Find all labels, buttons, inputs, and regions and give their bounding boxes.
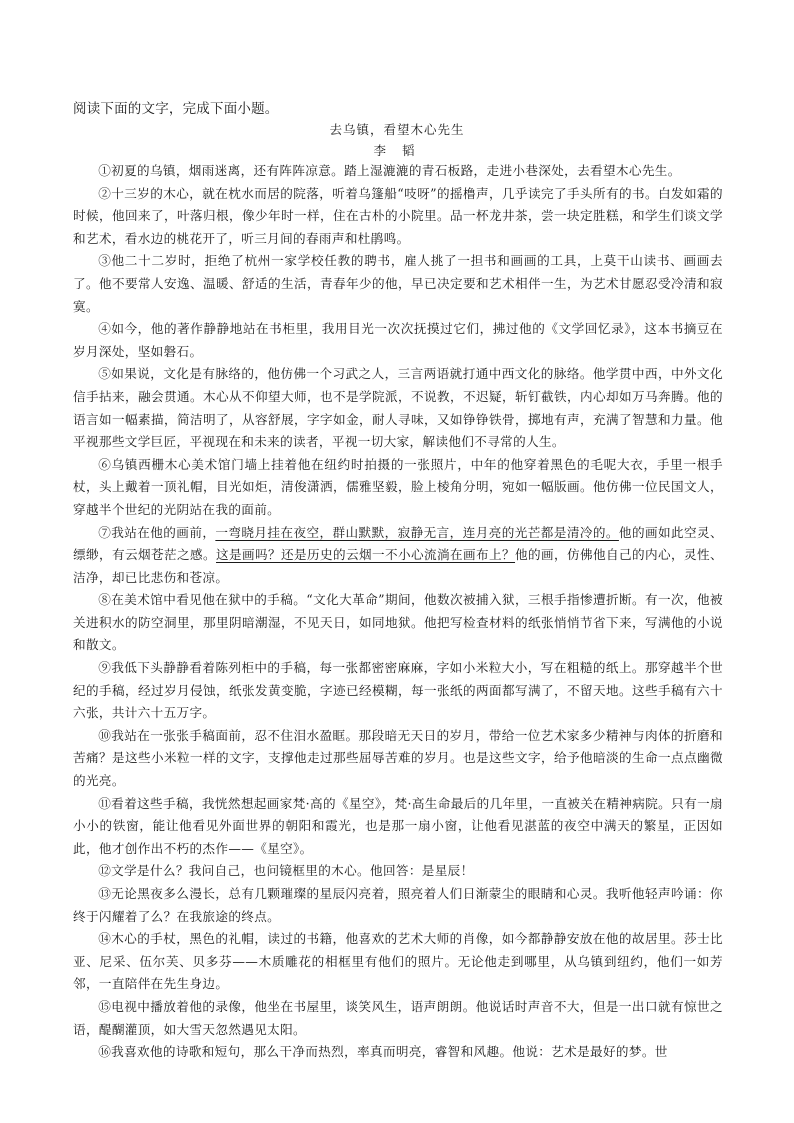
paragraph-15: ⑮电视中播放着他的录像，他坐在书屋里，谈笑风生，语声朗朗。他说话时声音不大，但是一出口就有惊世之语，醍醐灌顶，如大雪天忽然遇见太阳。 [73,998,723,1037]
paragraph-8: ⑧在美术馆中看见他在狱中的手稿。“文化大革命”期间，他数次被捕入狱，三根手指惨遭折断。有一次，他被关进积水的防空洞里，那里阴暗潮湿，不见天日，如同地狱。他把写检查材料的纸张悄悄节省下来，写满他的小说和散文。 [73,592,723,653]
paragraph-2: ②十三岁的木心，就在枕水而居的院落，听着乌篷船“吱呀”的摇橹声，几乎读完了手头所有的书。白发如霜的时候，他回来了，叶落归根，像少年时一样，住在古朴的小院里。品一杯龙井茶，尝一块定胜糕，和学生们谈文学和艺术，看水边的桃花开了，听三月间的春雨声和杜鹃鸣。 [73,185,723,246]
paragraph-7-end: 他的画，仿佛他自己的内心，灵性、洁净，却已比悲伤和苍凉。 [73,547,723,585]
paragraph-5: ⑤如果说，文化是有脉络的，他仿佛一个习武之人，三言两语就打通中西文化的脉络。他学贯中西，中外文化信手拈来，融会贯通。木心从不仰望大师，也不是学院派，不说教，不迟疑，斩钉截铁，内心却如万马奔腾。他的语言如一幅素描，简洁明了，从容舒展，字字如金，耐人寻味，又如铮铮铁骨，掷地有声，充满了智慧和力量。他平视那些文学巨匠，平视现在和未来的读者，平视一切大家，解读他们不寻常的人生。 [73,366,723,450]
paragraph-16: ⑯我喜欢他的诗歌和短句，那么干净而热烈，率真而明亮，睿智和风趣。他说：艺术是最好的梦。世 [98,1044,668,1060]
paragraph-6: ⑥乌镇西栅木心美术馆门墙上挂着他在纽约时拍摄的一张照片，中年的他穿着黑色的毛呢大衣，手里一根手杖，头上戴着一顶礼帽，目光如炬，清俊潇洒，儒雅坚毅，脸上棱角分明，宛如一幅版画。他仿佛一位民国文人，穿越半个世纪的光阴站在我的面前。 [73,456,723,517]
paragraph-14: ⑭木心的手杖，黑色的礼帽，读过的书籍，他喜欢的艺术大师的肖像，如今都静静安放在他的故居里。莎士比亚、尼采、伍尔芙、贝多芬——木质雕花的相框里有他们的照片。无论他走到哪里，从乌镇到纽约，他们一如芳邻，一直陪伴在先生身边。 [73,931,723,992]
paragraph-1: ①初夏的乌镇，烟雨迷离，还有阵阵凉意。踏上湿漉漉的青石板路，走进小巷深处，去看望木心先生。 [98,163,681,178]
paragraph-9: ⑨我低下头静静看着陈列柜中的手稿，每一张都密密麻麻，字如小米粒大小，写在粗糙的纸上。那穿越半个世纪的手稿，经过岁月侵蚀，纸张发黄变脆，字迹已经模糊，每一张纸的两面都写满了，不留天地。这些手稿有六十六张，共计六十五万字。 [73,660,723,721]
paragraph-7 [73,522,723,590]
paragraph-10: ⑩我站在一张张手稿面前，忍不住泪水盈眶。那段暗无天日的岁月，带给一位艺术家多少精神与肉体的折磨和苦痛？是这些小米粒一样的文字，支撑他走过那些屈辱苦难的岁月。也是这些文字，给予他暗淡的生命一点点幽微的光亮。 [73,727,723,789]
paragraph-4: ④如今，他的著作静静地站在书柜里，我用目光一次次抚摸过它们，拂过他的《文学回忆录》，这本书摘豆在岁月深处，坚如磐石。 [73,321,723,359]
article-title: 去乌镇，看望木心先生 [329,122,465,137]
question-instruction: 阅读下面的文字，完成下面小题。 [73,101,279,117]
paragraph-13: ⑬无论黑夜多么漫长，总有几颗璀璨的星辰闪亮着，照亮着人们日渐蒙尘的眼睛和心灵。我听他轻声吟诵：你终于闪耀着了么？在我旅途的终点。 [73,886,723,924]
paragraph-7-middle: 他的画如此空灵、缥缈，有云烟苍茫之感。 [73,524,723,563]
underlined-sentence-2: 这是画吗？还是历史的云烟一不小心流淌在画布上？ [216,547,516,563]
article-author: 李 韬 [373,143,421,158]
paragraph-12: ⑫文学是什么？我问自己，也问镜框里的木心。他回答：是星辰！ [98,863,474,879]
paragraph-11: ⑪看着这些手稿，我恍然想起画家梵·高的《星空》，梵·高生命最后的几年里，一直被关在精神病院。只有一扇小小的铁窗，能让他看见外面世界的朝阳和霞光，也是那一扇小窗，让他看见湛蓝的夜空中满天的繁星，正因如此，他才创作出不朽的杰作——《星空》。 [73,795,723,856]
underlined-sentence-1: 一弯晓月挂在夜空，群山默默，寂静无言，连月亮的光芒都是清冷的。 [215,524,619,540]
article-body [73,160,723,1064]
paragraph-3: ③他二十二岁时，拒绝了杭州一家学校任教的聘书，雇人挑了一担书和画画的工具，上莫干山读书、画画去了。他不要常人安逸、温暖、舒适的生活，青春年少的他，早已决定要和艺术相伴一生，为艺术甘愿忍受冷清和寂寞。 [73,253,723,314]
paragraph-7-lead: ⑦我站在他的画前， [98,524,216,540]
